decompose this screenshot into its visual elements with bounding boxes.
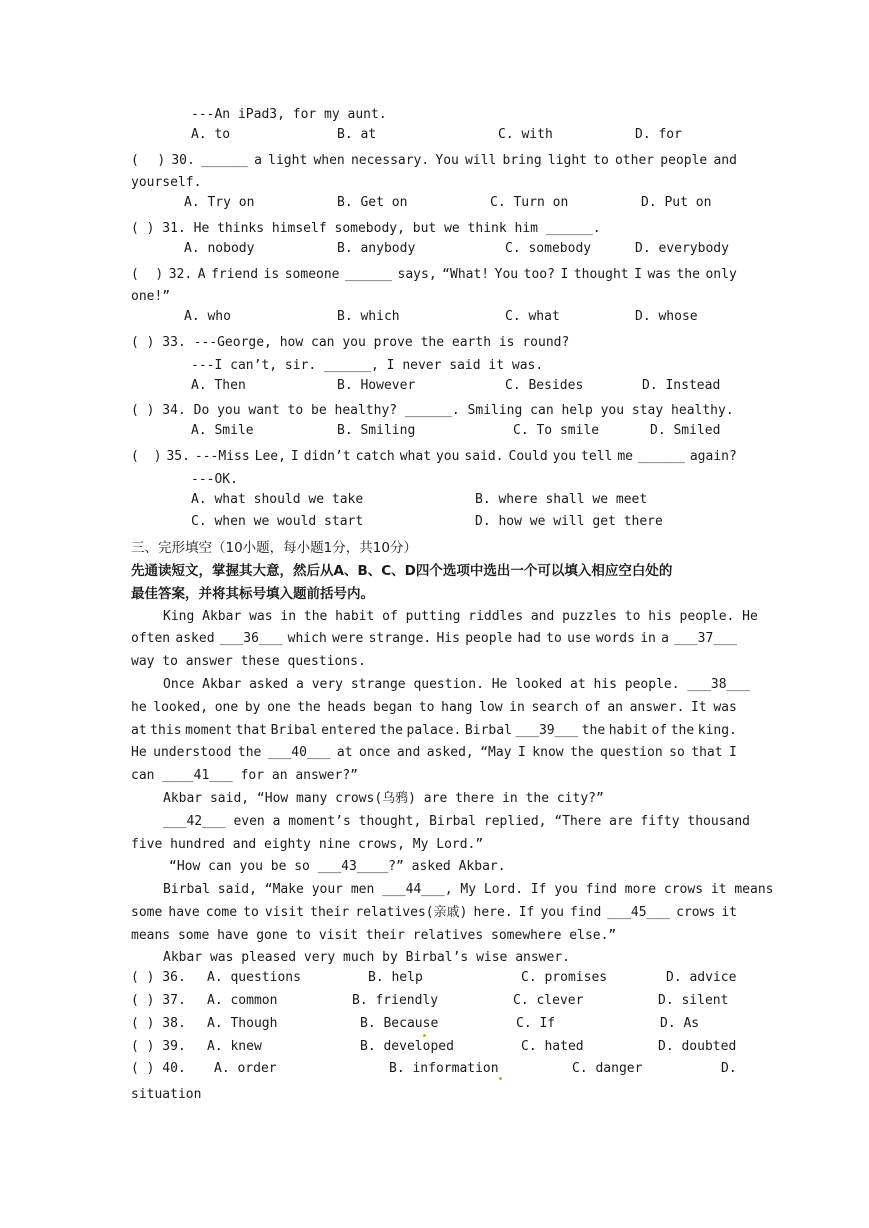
q30-option-a: A. Try on — [184, 195, 255, 211]
q37-option-d: D. silent — [658, 993, 729, 1009]
q34-stem: ( ) 34. Do you want to be healthy? ______. Smiling can help you stay healthy. — [131, 403, 734, 419]
passage-line: Akbar was pleased very much by Birbal’s wise answer. — [163, 950, 570, 966]
q33-option-a: A. Then — [191, 377, 246, 393]
q33-stem: ( ) 33. ---George, how can you prove the earth is round? — [131, 334, 570, 350]
q40-option-c: C. danger — [572, 1061, 643, 1077]
q32-options — [131, 309, 737, 332]
q34-option-c: C. To smile — [513, 423, 600, 439]
q30-stem-cont: yourself. — [131, 175, 202, 191]
q39-option-d: D. doubted — [658, 1038, 737, 1054]
q31-option-c: C. somebody — [505, 240, 592, 256]
passage-line: He understood the ___40___ at once and asked, “May I know the question so that I — [131, 745, 737, 761]
q38-option-b: B. Because — [360, 1015, 439, 1031]
q39-number: ( ) 39. — [131, 1038, 186, 1054]
q37-option-a: A. common — [207, 993, 278, 1009]
q32-stem: ( ) 32. A friend is someone ______ says, “What! You too? I thought I was the only — [131, 266, 737, 282]
q34-option-a: A. Smile — [191, 423, 254, 439]
q34-option-b: B. Smiling — [337, 423, 416, 439]
passage-line: means some have gone to visit their relatives somewhere else.” — [131, 927, 617, 943]
q32-option-a: A. who — [184, 309, 231, 325]
q33-reply: ---I can’t, sir. ______, I never said it was. — [191, 357, 544, 373]
exam-page — [131, 104, 774, 1107]
q38-option-c: C. If — [516, 1015, 556, 1031]
q39-row — [131, 1039, 737, 1062]
passage-line: “How can you be so ___43____?” asked Akbar. — [169, 859, 506, 875]
stray-dot-icon — [423, 1034, 426, 1037]
q30-options — [131, 195, 737, 218]
passage-line: often asked ___36___ which were strange. His people had to use words in a ___37___ — [131, 631, 737, 647]
q39-option-a: A. knew — [207, 1038, 262, 1054]
q30-option-b: B. Get on — [337, 195, 408, 211]
q36-option-a: A. questions — [207, 970, 301, 986]
passage-line: Akbar said, “How many crows(乌鸦) are there in the city?” — [163, 790, 604, 806]
q36-option-d: D. advice — [666, 970, 737, 986]
passage-line: Birbal said, “Make your men ___44___, My Lord. If you find more crows it means — [163, 882, 774, 898]
q40-option-a: A. order — [214, 1061, 277, 1077]
q29-option-b: B. at — [337, 126, 377, 142]
q34-options — [131, 423, 737, 446]
q38-option-a: A. Though — [207, 1015, 278, 1031]
instructions-line-2: 最佳答案，并将其标号填入题前括号内。 — [131, 585, 374, 602]
q30-option-c: C. Turn on — [490, 195, 569, 211]
q31-options — [131, 241, 737, 264]
q35-options-row2 — [131, 514, 737, 537]
stray-dot-icon — [499, 1077, 502, 1080]
q29-option-a: A. to — [191, 126, 231, 142]
q29-option-c: C. with — [498, 126, 553, 142]
q35-stem: ( ) 35. ---Miss Lee, I didn’t catch what you said. Could you tell me ______ again? — [131, 448, 737, 464]
passage-line: King Akbar was in the habit of putting riddles and puzzles to his people. He — [163, 608, 758, 624]
q40-number: ( ) 40. — [131, 1061, 186, 1077]
q37-option-b: B. friendly — [352, 993, 439, 1009]
q29-options — [131, 127, 737, 150]
passage-line: at this moment that Bribal entered the palace. Birbal ___39___ the habit of the king. — [131, 722, 737, 738]
passage-line: can ____41___ for an answer?” — [131, 768, 358, 784]
q40-option-b: B. information — [389, 1061, 499, 1077]
q33-option-b: B. However — [337, 377, 416, 393]
q29-option-d: D. for — [635, 126, 682, 142]
q37-number: ( ) 37. — [131, 993, 186, 1009]
passage-line: some have come to visit their relatives(亲戚) here. If you find ___45___ crows it — [131, 904, 737, 920]
q37-option-c: C. clever — [513, 993, 584, 1009]
q40-option-d: D. — [721, 1061, 737, 1077]
q36-row — [131, 970, 737, 993]
q32-stem-cont: one!” — [131, 289, 171, 305]
q34-option-d: D. Smiled — [650, 423, 721, 439]
q35-option-c: C. when we would start — [191, 514, 364, 530]
q39-option-b: B. developed — [360, 1038, 454, 1054]
q38-option-d: D. As — [660, 1015, 700, 1031]
instructions-line-1: 先通读短文，掌握其大意，然后从A、B、C、D四个选项中选出一个可以填入相应空白处的 — [131, 562, 673, 579]
q36-option-c: C. promises — [521, 970, 608, 986]
q29-reply: ---An iPad3, for my aunt. — [191, 107, 387, 122]
q32-option-b: B. which — [337, 309, 400, 325]
q35-option-b: B. where shall we meet — [475, 491, 648, 507]
q31-stem: ( ) 31. He thinks himself somebody, but we think him ______. — [131, 220, 601, 236]
q38-row — [131, 1016, 737, 1039]
q36-option-b: B. help — [368, 970, 423, 986]
q37-row — [131, 993, 737, 1016]
passage-line: he looked, one by one the heads began to hang low in search of an answer. It was — [131, 699, 737, 715]
passage-line: five hundred and eighty nine crows, My Lord.” — [131, 836, 484, 852]
passage-line: Once Akbar asked a very strange question. He looked at his people. ___38___ — [163, 676, 750, 692]
q31-option-a: A. nobody — [184, 240, 255, 256]
q35-options-row1 — [131, 492, 737, 515]
section-title: 三、完形填空（10小题，每小题1分，共10分） — [131, 540, 417, 557]
q35-reply: ---OK. — [191, 471, 238, 487]
q40-row — [131, 1061, 737, 1084]
q32-option-c: C. what — [505, 309, 560, 325]
passage-line: ___42___ even a moment’s thought, Birbal replied, “There are fifty thousand — [163, 813, 750, 829]
q33-options — [131, 378, 737, 401]
q31-option-b: B. anybody — [337, 240, 416, 256]
q33-option-d: D. Instead — [642, 377, 721, 393]
q36-number: ( ) 36. — [131, 970, 186, 986]
q31-option-d: D. everybody — [635, 240, 729, 256]
q33-option-c: C. Besides — [505, 377, 584, 393]
q39-option-c: C. hated — [521, 1038, 584, 1054]
q35-option-d: D. how we will get there — [475, 514, 663, 530]
q40-option-d-text: situation — [131, 1087, 202, 1103]
passage-line: way to answer these questions. — [131, 654, 366, 670]
q30-stem: ( ) 30. ______ a light when necessary. You will bring light to other people and — [131, 152, 737, 168]
q35-option-a: A. what should we take — [191, 491, 364, 507]
q38-number: ( ) 38. — [131, 1015, 186, 1031]
q30-option-d: D. Put on — [641, 195, 712, 211]
q32-option-d: D. whose — [635, 309, 698, 325]
